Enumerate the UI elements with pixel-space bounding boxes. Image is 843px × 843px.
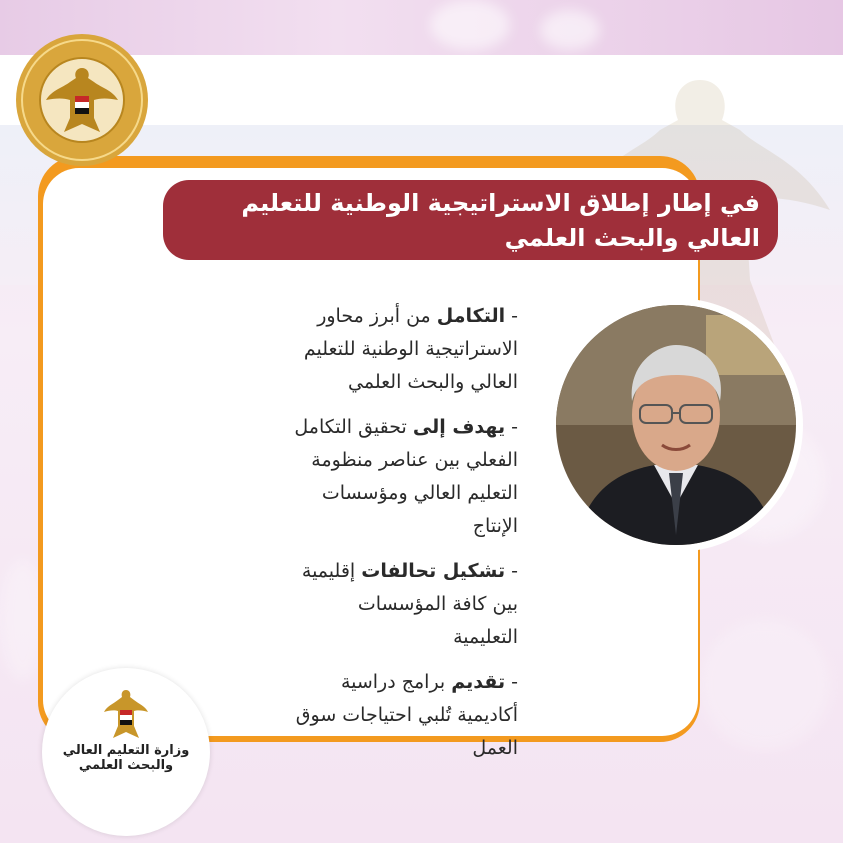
eagle-emblem-icon	[103, 688, 149, 742]
bokeh	[540, 10, 600, 50]
portrait-photo	[556, 305, 796, 545]
bullet-prefix: -	[505, 305, 518, 327]
bullet-list	[290, 300, 518, 777]
list-item	[288, 411, 518, 543]
bullet-text: برامج دراسية أكاديمية تُلبي احتياجات سوق العمل	[295, 671, 518, 759]
ministry-label: وزارة التعليم العالي والبحث العلمي	[62, 743, 190, 773]
title-banner	[163, 180, 778, 260]
portrait-icon	[556, 305, 796, 545]
bullet-prefix: -	[505, 416, 518, 438]
bullet-text: إقليمية بين كافة المؤسسات التعليمية	[301, 560, 518, 648]
bullet-keyword: التكامل	[436, 305, 506, 327]
list-item	[288, 666, 518, 765]
list-item	[288, 300, 518, 399]
bullet-text: من أبرز محاور الاستراتيجية الوطنية للتعليم العالي والبحث العلمي	[303, 305, 518, 393]
bullet-text: تحقيق التكامل الفعلي بين عناصر منظومة التعليم العالي ومؤسسات الإنتاج	[294, 416, 518, 537]
bullet-keyword: تشكيل تحالفات	[361, 560, 506, 582]
bullet-prefix: -	[505, 560, 518, 582]
bokeh	[700, 620, 830, 750]
bullet-prefix: -	[505, 671, 518, 693]
bullet-keyword: تقديم	[451, 671, 506, 693]
bokeh	[430, 0, 510, 50]
cabinet-seal-icon	[12, 30, 152, 170]
list-item	[288, 555, 518, 654]
title-line-2: العالي والبحث العلمي	[504, 224, 760, 252]
title-line-1: في إطار إطلاق الاستراتيجية الوطنية للتعليم	[241, 189, 760, 217]
bullet-keyword: يهدف إلى	[412, 416, 506, 438]
